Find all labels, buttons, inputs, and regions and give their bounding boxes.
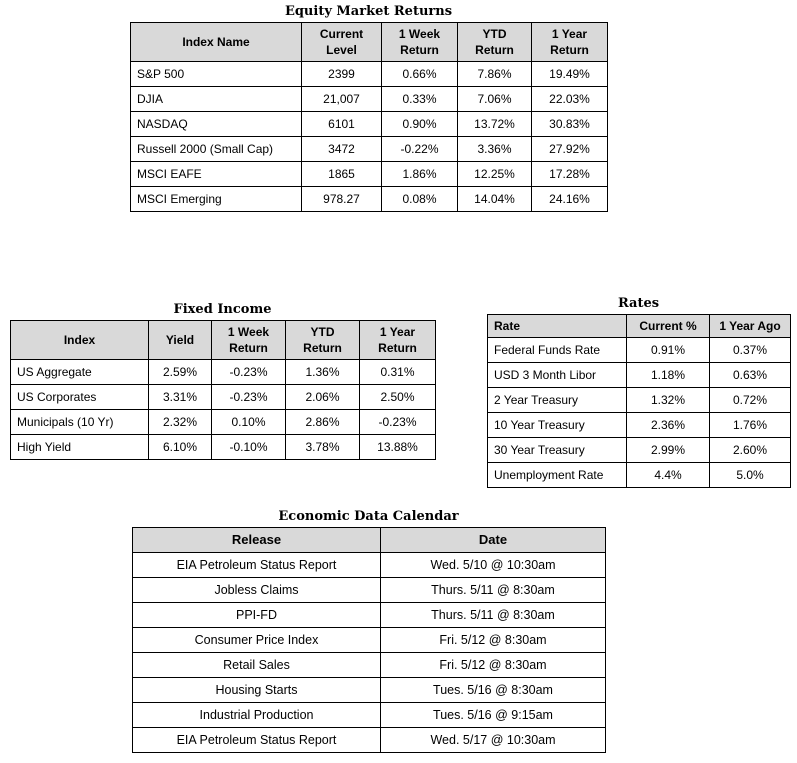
- equity-cell-week: 1.86%: [382, 162, 458, 187]
- fixed-cell-year: 2.50%: [360, 385, 436, 410]
- calendar-cell-date: Fri. 5/12 @ 8:30am: [381, 628, 606, 653]
- equity-header-index-name: Index Name: [131, 23, 302, 62]
- equity-cell-ytd: 14.04%: [458, 187, 532, 212]
- fixed-cell-yield: 2.59%: [149, 360, 212, 385]
- equity-cell-year: 24.16%: [532, 187, 608, 212]
- economic-calendar-title: Economic Data Calendar: [278, 509, 459, 524]
- equity-cell-level: 3472: [302, 137, 382, 162]
- equity-cell-week: 0.33%: [382, 87, 458, 112]
- table-row: [11, 410, 436, 435]
- fixed-income-title: Fixed Income: [173, 302, 272, 317]
- fixed-header-ytd-return: YTD Return: [286, 321, 360, 360]
- rates-cell-rate: 2 Year Treasury: [488, 388, 627, 413]
- fixed-cell-index: Municipals (10 Yr): [11, 410, 149, 435]
- equity-cell-index: NASDAQ: [131, 112, 302, 137]
- table-row: [131, 112, 608, 137]
- rates-cell-rate: 10 Year Treasury: [488, 413, 627, 438]
- equity-cell-week: 0.08%: [382, 187, 458, 212]
- calendar-cell-release: Consumer Price Index: [133, 628, 381, 653]
- equity-cell-week: 0.66%: [382, 62, 458, 87]
- calendar-cell-date: Tues. 5/16 @ 9:15am: [381, 703, 606, 728]
- table-row: [133, 578, 606, 603]
- calendar-cell-release: Industrial Production: [133, 703, 381, 728]
- fixed-cell-week: 0.10%: [212, 410, 286, 435]
- rates-cell-rate: Federal Funds Rate: [488, 338, 627, 363]
- table-row: [488, 413, 791, 438]
- fixed-header-yield: Yield: [149, 321, 212, 360]
- fixed-header-1-year-return: 1 Year Return: [360, 321, 436, 360]
- fixed-header-1-week-return: 1 Week Return: [212, 321, 286, 360]
- equity-cell-ytd: 7.86%: [458, 62, 532, 87]
- fixed-cell-week: -0.10%: [212, 435, 286, 460]
- equity-cell-year: 22.03%: [532, 87, 608, 112]
- rates-header-rate: Rate: [488, 315, 627, 338]
- equity-cell-year: 27.92%: [532, 137, 608, 162]
- fixed-cell-year: 13.88%: [360, 435, 436, 460]
- fixed-cell-year: 0.31%: [360, 360, 436, 385]
- equity-cell-ytd: 7.06%: [458, 87, 532, 112]
- economic-calendar-table: [132, 527, 606, 753]
- equity-cell-index: MSCI Emerging: [131, 187, 302, 212]
- fixed-cell-ytd: 2.86%: [286, 410, 360, 435]
- rates-cell-rate: USD 3 Month Libor: [488, 363, 627, 388]
- calendar-cell-release: PPI-FD: [133, 603, 381, 628]
- table-row: [488, 388, 791, 413]
- rates-cell-year-ago: 0.72%: [710, 388, 791, 413]
- rates-header-row: [488, 315, 791, 338]
- fixed-income-table: [10, 320, 436, 460]
- table-row: [488, 338, 791, 363]
- calendar-cell-date: Wed. 5/10 @ 10:30am: [381, 553, 606, 578]
- rates-cell-current: 1.32%: [627, 388, 710, 413]
- table-row: [131, 137, 608, 162]
- equity-cell-index: S&P 500: [131, 62, 302, 87]
- equity-returns-section: [130, 2, 607, 212]
- fixed-header-index: Index: [11, 321, 149, 360]
- calendar-cell-date: Fri. 5/12 @ 8:30am: [381, 653, 606, 678]
- rates-cell-current: 2.99%: [627, 438, 710, 463]
- equity-cell-index: Russell 2000 (Small Cap): [131, 137, 302, 162]
- fixed-cell-yield: 3.31%: [149, 385, 212, 410]
- calendar-cell-release: EIA Petroleum Status Report: [133, 553, 381, 578]
- table-row: [131, 87, 608, 112]
- equity-cell-level: 21,007: [302, 87, 382, 112]
- equity-cell-year: 30.83%: [532, 112, 608, 137]
- equity-cell-index: DJIA: [131, 87, 302, 112]
- table-row: [488, 438, 791, 463]
- table-row: [133, 728, 606, 753]
- equity-cell-level: 6101: [302, 112, 382, 137]
- table-row: [133, 703, 606, 728]
- rates-section: [487, 294, 790, 488]
- equity-cell-level: 2399: [302, 62, 382, 87]
- rates-cell-year-ago: 5.0%: [710, 463, 791, 488]
- calendar-cell-release: Housing Starts: [133, 678, 381, 703]
- rates-cell-year-ago: 0.37%: [710, 338, 791, 363]
- rates-cell-current: 0.91%: [627, 338, 710, 363]
- equity-cell-ytd: 3.36%: [458, 137, 532, 162]
- table-row: [133, 553, 606, 578]
- fixed-cell-ytd: 1.36%: [286, 360, 360, 385]
- rates-cell-current: 2.36%: [627, 413, 710, 438]
- equity-header-1-week-return: 1 Week Return: [382, 23, 458, 62]
- equity-cell-week: -0.22%: [382, 137, 458, 162]
- calendar-cell-release: EIA Petroleum Status Report: [133, 728, 381, 753]
- economic-calendar-section: [132, 507, 605, 753]
- fixed-income-header-row: [11, 321, 436, 360]
- equity-header-1-year-return: 1 Year Return: [532, 23, 608, 62]
- fixed-cell-week: -0.23%: [212, 360, 286, 385]
- table-row: [131, 187, 608, 212]
- calendar-header-release: Release: [133, 528, 381, 553]
- equity-header-row: [131, 23, 608, 62]
- calendar-cell-date: Thurs. 5/11 @ 8:30am: [381, 603, 606, 628]
- fixed-cell-ytd: 2.06%: [286, 385, 360, 410]
- fixed-cell-index: US Aggregate: [11, 360, 149, 385]
- equity-cell-ytd: 13.72%: [458, 112, 532, 137]
- rates-header-current: Current %: [627, 315, 710, 338]
- equity-cell-year: 17.28%: [532, 162, 608, 187]
- table-row: [133, 628, 606, 653]
- calendar-header-date: Date: [381, 528, 606, 553]
- rates-cell-year-ago: 0.63%: [710, 363, 791, 388]
- equity-cell-index: MSCI EAFE: [131, 162, 302, 187]
- equity-header-ytd-return: YTD Return: [458, 23, 532, 62]
- rates-cell-year-ago: 1.76%: [710, 413, 791, 438]
- rates-cell-rate: Unemployment Rate: [488, 463, 627, 488]
- table-row: [11, 435, 436, 460]
- rates-cell-current: 4.4%: [627, 463, 710, 488]
- fixed-cell-yield: 2.32%: [149, 410, 212, 435]
- fixed-income-section: [10, 300, 435, 460]
- table-row: [133, 653, 606, 678]
- fixed-cell-index: US Corporates: [11, 385, 149, 410]
- equity-cell-ytd: 12.25%: [458, 162, 532, 187]
- equity-cell-level: 978.27: [302, 187, 382, 212]
- rates-cell-rate: 30 Year Treasury: [488, 438, 627, 463]
- table-row: [133, 603, 606, 628]
- equity-cell-level: 1865: [302, 162, 382, 187]
- table-row: [11, 385, 436, 410]
- calendar-cell-release: Retail Sales: [133, 653, 381, 678]
- calendar-cell-date: Thurs. 5/11 @ 8:30am: [381, 578, 606, 603]
- equity-cell-week: 0.90%: [382, 112, 458, 137]
- rates-cell-year-ago: 2.60%: [710, 438, 791, 463]
- table-row: [131, 162, 608, 187]
- calendar-cell-date: Wed. 5/17 @ 10:30am: [381, 728, 606, 753]
- calendar-cell-date: Tues. 5/16 @ 8:30am: [381, 678, 606, 703]
- equity-cell-year: 19.49%: [532, 62, 608, 87]
- table-row: [133, 678, 606, 703]
- calendar-cell-release: Jobless Claims: [133, 578, 381, 603]
- rates-header-year-ago: 1 Year Ago: [710, 315, 791, 338]
- fixed-cell-week: -0.23%: [212, 385, 286, 410]
- table-row: [488, 363, 791, 388]
- table-row: [11, 360, 436, 385]
- fixed-cell-ytd: 3.78%: [286, 435, 360, 460]
- table-row: [131, 62, 608, 87]
- rates-table: [487, 314, 791, 488]
- calendar-header-row: [133, 528, 606, 553]
- rates-title: Rates: [617, 296, 660, 311]
- rates-cell-current: 1.18%: [627, 363, 710, 388]
- equity-returns-table: [130, 22, 608, 212]
- equity-returns-title: Equity Market Returns: [284, 4, 453, 19]
- fixed-cell-year: -0.23%: [360, 410, 436, 435]
- fixed-cell-index: High Yield: [11, 435, 149, 460]
- table-row: [488, 463, 791, 488]
- fixed-cell-yield: 6.10%: [149, 435, 212, 460]
- equity-header-current-level: Current Level: [302, 23, 382, 62]
